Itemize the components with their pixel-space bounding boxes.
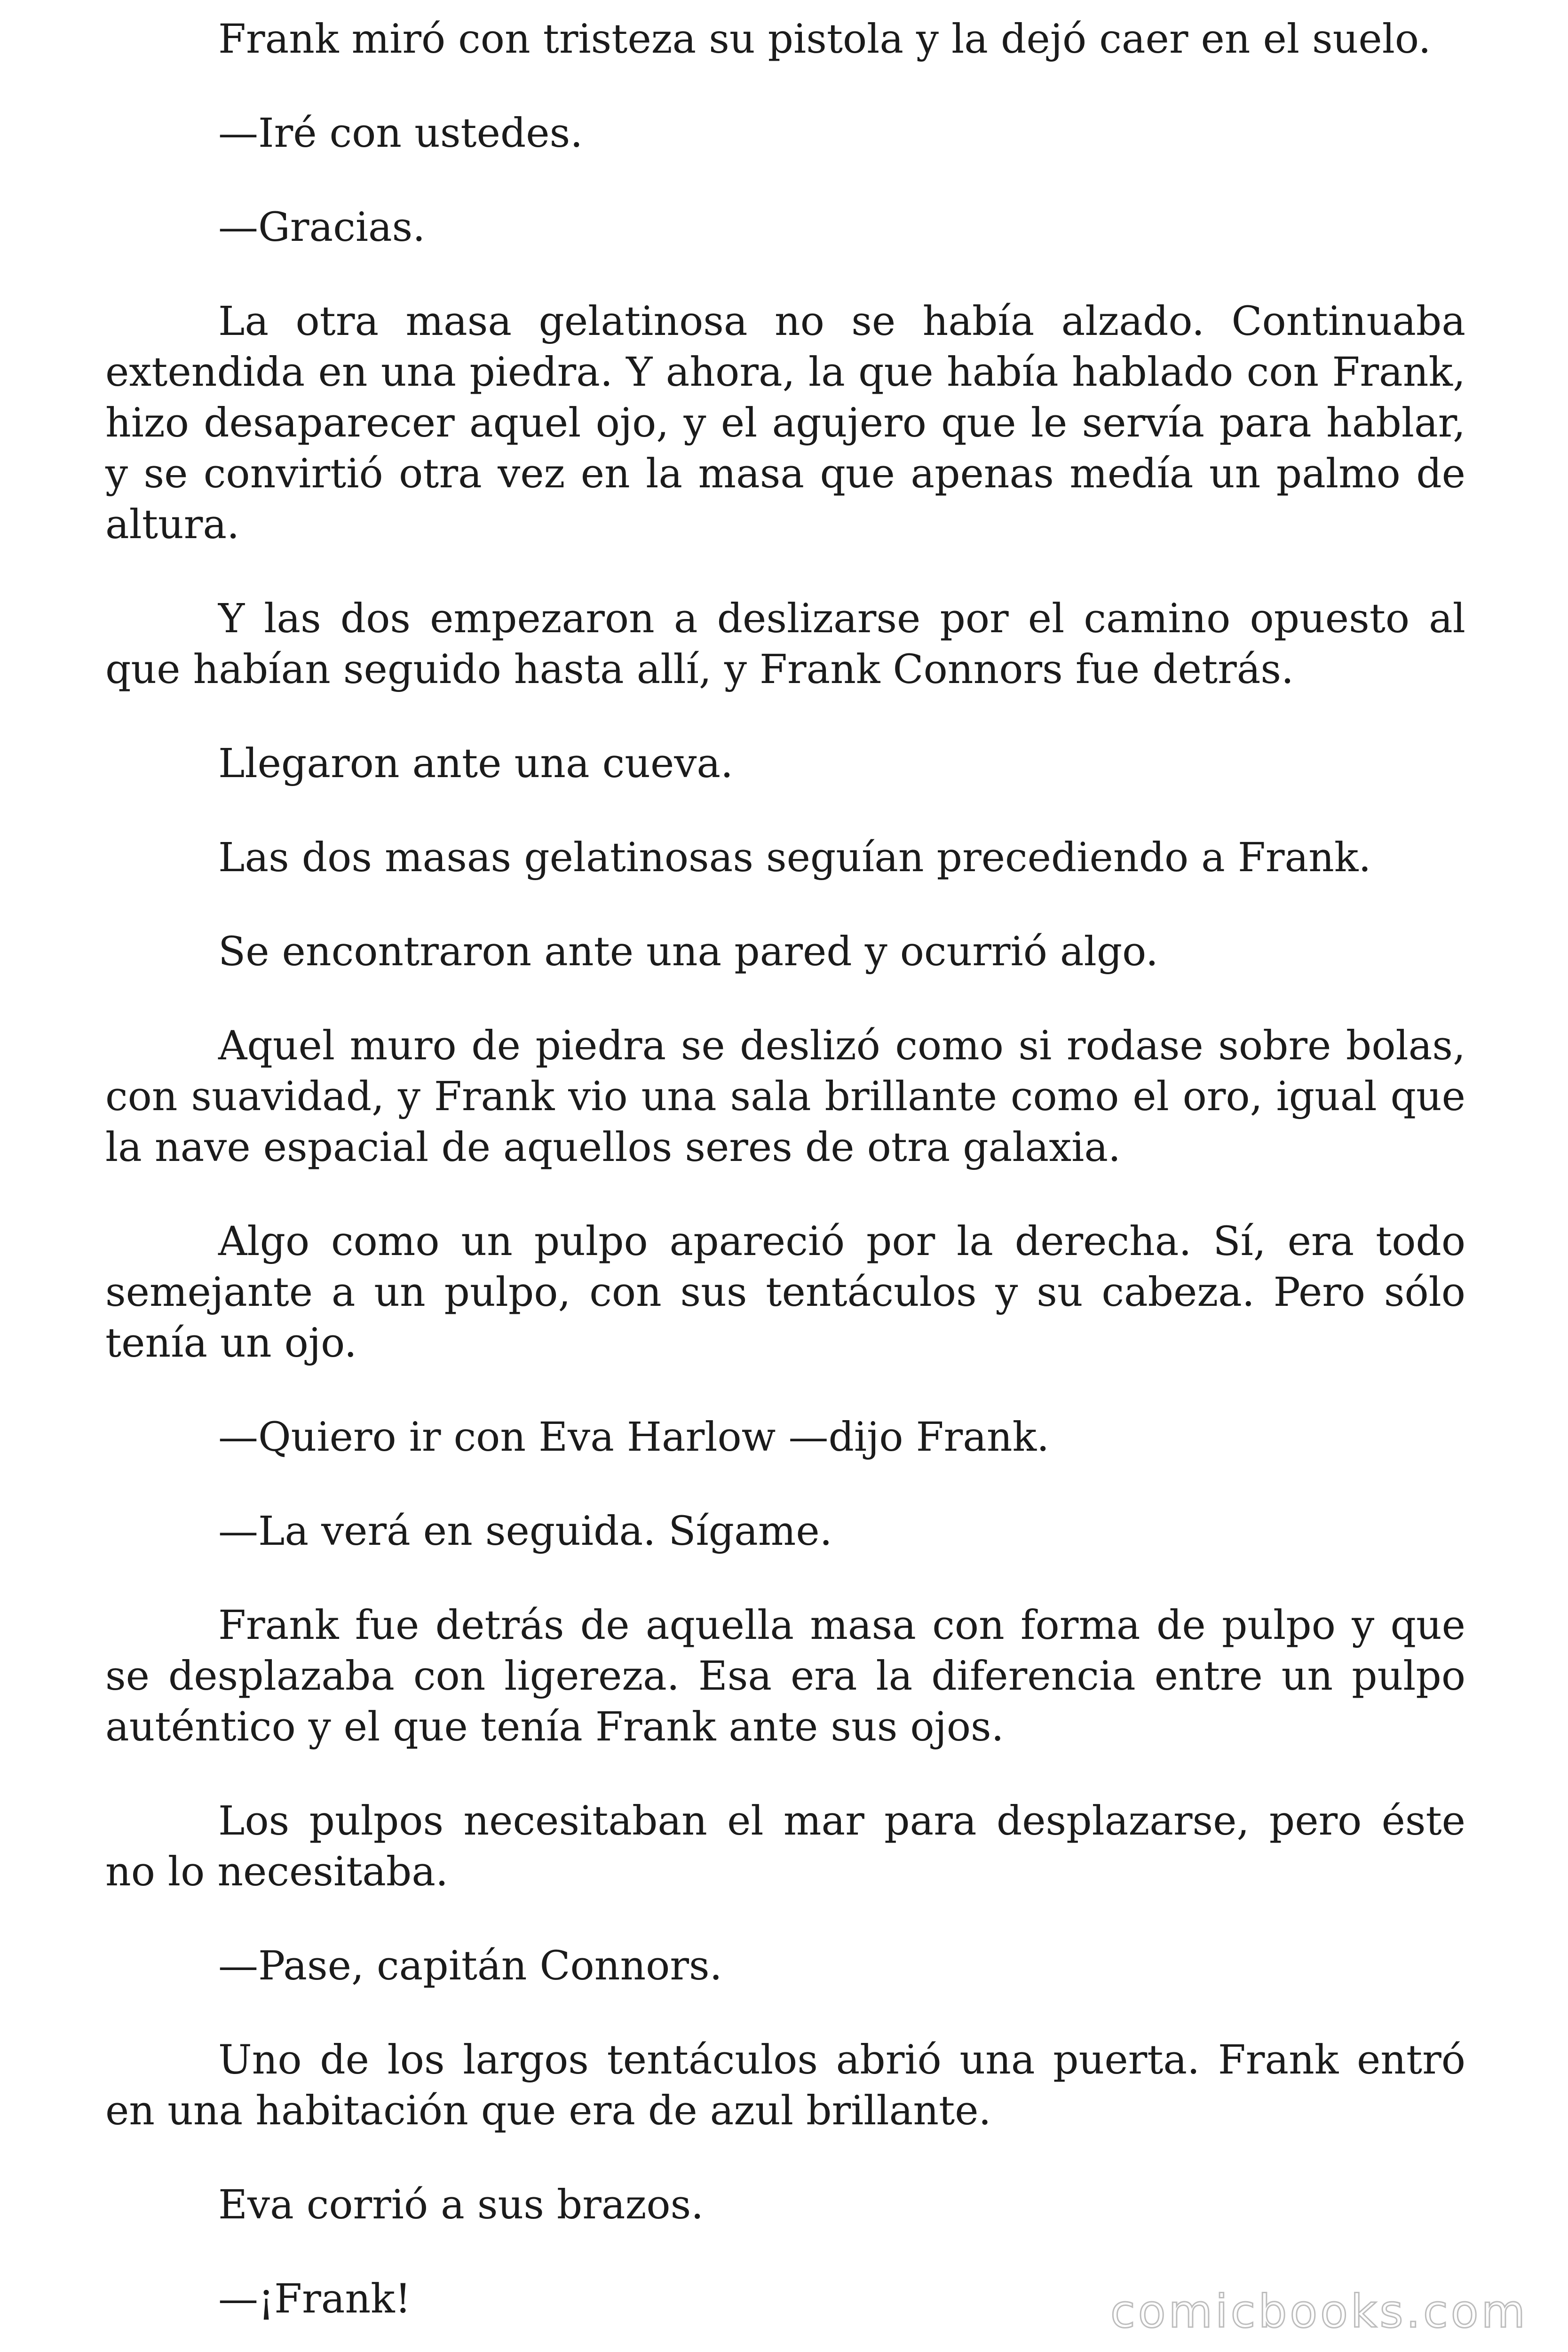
paragraph: Y las dos empezaron a deslizarse por el camino opuesto al que habían seguido hasta allí, y Frank Connors fue detrás. [105, 596, 1465, 693]
paragraph: Los pulpos necesitaban el mar para desplazarse, pero éste no lo necesitaba. [105, 1798, 1465, 1895]
paragraph: —¡Frank! [218, 2276, 411, 2322]
paragraph: —Gracias. [218, 204, 426, 251]
paragraph: Aquel muro de piedra se deslizó como si rodase sobre bolas, con suavidad, y Frank vio una sala brillante como el oro, igual que la nave espacial de aquellos seres de otra galaxia. [105, 1023, 1465, 1171]
paragraph: Eva corrió a sus brazos. [218, 2182, 704, 2228]
paragraph: Se encontraron ante una pared y ocurrió algo. [218, 929, 1158, 975]
paragraph: —Iré con ustedes. [218, 110, 583, 157]
paragraph: Uno de los largos tentáculos abrió una puerta. Frank entró en una habitación que era de azul brillante. [105, 2037, 1465, 2134]
paragraph: —Quiero ir con Eva Harlow —dijo Frank. [218, 1414, 1050, 1461]
paragraph: Las dos masas gelatinosas seguían precediendo a Frank. [218, 834, 1371, 881]
paragraph: Algo como un pulpo apareció por la derecha. Sí, era todo semejante a un pulpo, con sus tentáculos y su cabeza. Pero sólo tenía un ojo. [105, 1218, 1465, 1367]
paragraph: Frank miró con tristeza su pistola y la dejó caer en el suelo. [218, 16, 1431, 63]
watermark: comicbooks.com [1110, 2285, 1528, 2338]
paragraph: La otra masa gelatinosa no se había alzado. Continuaba extendida en una piedra. Y ahora, la que había hablado con Frank, hizo desaparecer aquel ojo, y el agujero que le servía para hablar, y se convirtió otra vez en la masa que apenas medía un palmo de altura. [105, 298, 1465, 548]
text-column [105, 14, 1465, 2352]
paragraph: Llegaron ante una cueva. [218, 740, 734, 787]
paragraph: —La verá en seguida. Sígame. [218, 1508, 832, 1555]
paragraph: —Pase, capitán Connors. [218, 1943, 722, 1989]
paragraph: Frank fue detrás de aquella masa con forma de pulpo y que se desplazaba con ligereza. Esa era la diferencia entre un pulpo auténtico y el que tenía Frank ante sus ojos. [105, 1602, 1465, 1750]
